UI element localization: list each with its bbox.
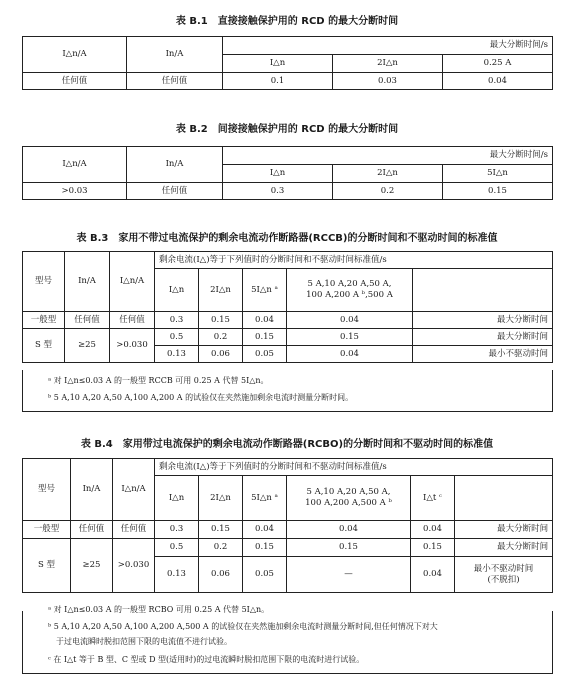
table-b2 [22,146,553,200]
col-5idn: 5I△n ᵃ [243,476,287,521]
cell-label: 最小不驱动时间 (不脱扣) [455,557,553,593]
table-b4-title: 表 B.4 家用带过电流保护的剩余电流动作断路器(RCBO)的分断时间和不驱动时间的标准值 [80,439,494,450]
cell: 0.3 [155,312,199,329]
col-idn: I△n [223,55,333,73]
cell: 0.15 [199,521,243,539]
header-in: In/A [127,147,223,183]
header-in: In/A [65,252,110,312]
header-residual-current: 剩余电流(I△)等于下列值时的分断时间和不驱动时间标准值/s [155,252,553,269]
header-idn: I△n/A [23,37,127,73]
cell-label: 最大分断时间 [455,521,553,539]
cell: 0.04 [287,346,413,363]
cell-type: 一般型 [23,521,71,539]
table-b4-note-b-line1: ᵇ 5 A,10 A,20 A,50 A,100 A,200 A,500 A 的试验仅在夹然施加剩余电流时测量分断时间,但任何情况下对大 [48,622,438,631]
table-b3 [22,251,553,363]
col-currents: 5 A,10 A,20 A,50 A, 100 A,200 A,500 A ᵇ [287,476,411,521]
col-2idn: 2I△n [199,476,243,521]
col-5idn: 5I△n [443,165,553,183]
table-b3-note-a: ᵃ 对 I△n≤0.03 A 的一般型 RCCB 可用 0.25 A 代替 5I△n。 [48,376,269,385]
col-025a: 0.25 A [443,55,553,73]
cell-type: S 型 [23,539,71,593]
header-max-break-time: 最大分断时间/s [223,147,553,165]
cell: 0.05 [243,557,287,593]
header-idn: I△n/A [113,459,155,521]
header-type: 型号 [23,459,71,521]
table-b3-title: 表 B.3 家用不带过电流保护的剩余电流动作断路器(RCCB)的分断时间和不驱动时间的标准值 [76,233,498,244]
cell: 任何值 [127,183,223,200]
cell-label: 最小不驱动时间 [413,346,553,363]
cell: 0.06 [199,557,243,593]
cell: 0.3 [223,183,333,200]
cell: 0.04 [411,521,455,539]
cell: 任何值 [110,312,155,329]
header-max-break-time: 最大分断时间/s [223,37,553,55]
cell-type: 一般型 [23,312,65,329]
cell: 0.03 [333,73,443,90]
cell: 0.05 [243,346,287,363]
cell: 0.15 [411,539,455,557]
header-in: In/A [127,37,223,73]
col-blank [413,269,553,312]
col-blank [455,476,553,521]
col-5idn: 5I△n ᵃ [243,269,287,312]
cell: 0.13 [155,346,199,363]
cell: 0.2 [333,183,443,200]
table-b1 [22,36,553,90]
header-type: 型号 [23,252,65,312]
col-idn: I△n [223,165,333,183]
cell-label: 最大分断时间 [413,329,553,346]
cell: 0.1 [223,73,333,90]
cell: 0.5 [155,329,199,346]
header-idn: I△n/A [23,147,127,183]
cell: >0.03 [23,183,127,200]
col-2idn: 2I△n [333,165,443,183]
cell: 0.5 [155,539,199,557]
cell: >0.030 [110,329,155,363]
cell: 0.2 [199,329,243,346]
col-idn: I△n [155,476,199,521]
cell: 0.04 [287,312,413,329]
cell: 0.2 [199,539,243,557]
cell: 任何值 [23,73,127,90]
table-b4 [22,458,553,593]
cell: 任何值 [113,521,155,539]
table-b4-note-c: ᶜ 在 I△t 等于 B 型、C 型或 D 型(适用时)的过电流瞬时脱扣范围下限的电流时进行试验。 [48,655,365,664]
cell: 任何值 [65,312,110,329]
cell: 0.15 [287,539,411,557]
col-idt: I△t ᶜ [411,476,455,521]
cell: 任何值 [127,73,223,90]
table-b4-note-a: ᵃ 对 I△n≤0.03 A 的一般型 RCBO 可用 0.25 A 代替 5I△n。 [48,605,270,614]
cell: 0.15 [243,539,287,557]
cell-label: 最大分断时间 [413,312,553,329]
cell: 0.15 [443,183,553,200]
cell: 任何值 [71,521,113,539]
cell: 0.15 [199,312,243,329]
col-idn: I△n [155,269,199,312]
cell: 0.06 [199,346,243,363]
header-residual-current: 剩余电流(I△)等于下列值时的分断时间和不驱动时间标准值/s [155,459,553,476]
cell-label: 最大分断时间 [455,539,553,557]
table-b1-title: 表 B.1 直接接触保护用的 RCD 的最大分断时间 [175,16,399,27]
cell: — [287,557,411,593]
cell: 0.15 [287,329,413,346]
table-b4-note-b-line2: 于过电流瞬时脱扣范围下限的电流值不进行试验。 [56,637,232,646]
cell: 0.3 [155,521,199,539]
cell: 0.04 [443,73,553,90]
cell: 0.04 [243,521,287,539]
col-currents: 5 A,10 A,20 A,50 A, 100 A,200 A ᵇ,500 A [287,269,413,312]
table-b2-title: 表 B.2 间接接触保护用的 RCD 的最大分断时间 [175,124,399,135]
cell: 0.13 [155,557,199,593]
header-idn: I△n/A [110,252,155,312]
cell: ≥25 [71,539,113,593]
cell: ≥25 [65,329,110,363]
col-2idn: 2I△n [199,269,243,312]
cell: 0.04 [287,521,411,539]
cell: >0.030 [113,539,155,593]
header-in: In/A [71,459,113,521]
table-b3-note-b: ᵇ 5 A,10 A,20 A,50 A,100 A,200 A 的试验仅在夹然施加剩余电流时测量分断时间。 [48,393,354,402]
cell: 0.15 [243,329,287,346]
cell: 0.04 [411,557,455,593]
cell-type: S 型 [23,329,65,363]
cell: 0.04 [243,312,287,329]
col-2idn: 2I△n [333,55,443,73]
